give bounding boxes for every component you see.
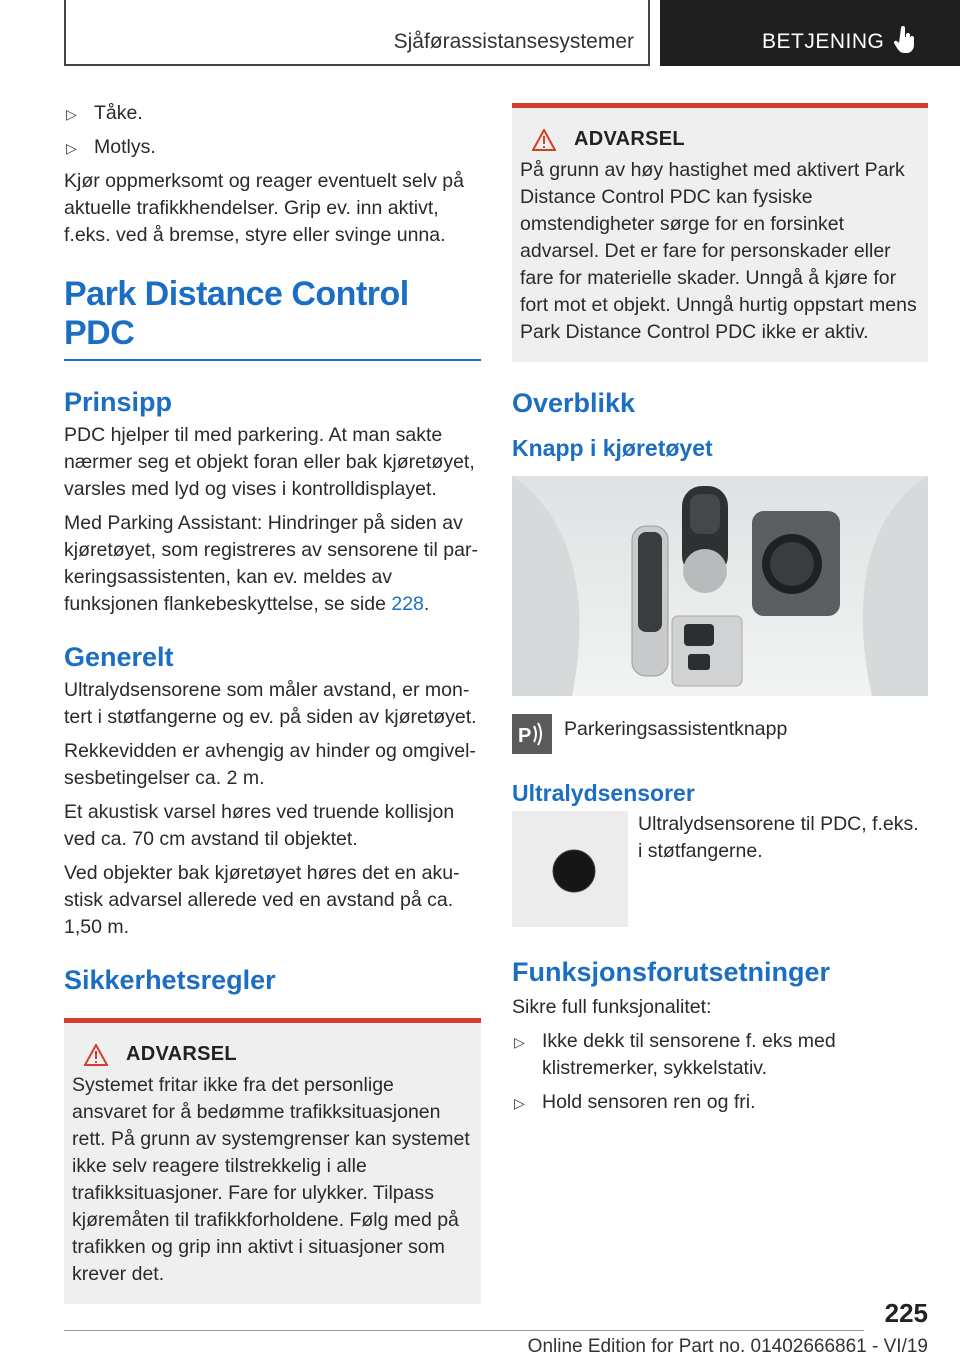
- warning-title: ADVARSEL: [126, 1043, 237, 1065]
- hand-pointer-icon: [894, 26, 916, 54]
- button-legend: [512, 714, 928, 754]
- page-reference-link[interactable]: 228: [391, 593, 424, 615]
- parking-assistant-icon: [512, 714, 552, 754]
- left-column: [64, 100, 481, 1304]
- svg-text:P: P: [518, 725, 532, 747]
- list-item: ▷ Motlys.: [64, 134, 481, 161]
- warning-triangle-icon: [84, 1044, 108, 1066]
- footer-edition: Online Edition for Part no. 01402666861 - VI/19: [527, 1336, 928, 1357]
- section-header: [64, 0, 650, 66]
- warning-text: Systemet fritar ikke fra det personlige ansvaret for å bedømme trafikksituasjonen rett. På grunn av systemgrenser kan systemet ikke selv reagere tilstrekkelig i alle trafikksituasjoner. Fare for ulykker. Tilpass kjøremåten til trafikkforholdene. Følg med på trafikken og grip inn aktivt i situasjoner som krever det.: [72, 1074, 470, 1285]
- funksjon-intro: Sikre full funksjonalitet:: [512, 996, 712, 1018]
- triangle-bullet-icon: ▷: [514, 1095, 525, 1111]
- center-console-illustration: [512, 476, 928, 696]
- sensor-legend: [512, 811, 928, 927]
- center-console-image: [512, 476, 928, 696]
- page-number: 225: [884, 1298, 928, 1328]
- ultrasonic-sensor-image: [512, 811, 628, 927]
- chapter-header: [660, 0, 960, 66]
- intro-paragraph: Kjør oppmerksomt og reager eventuelt selv på aktuelle trafikkhendelser. Grip ev. inn aktivt, f.eks. ved å bremse, styre eller svinge unna.: [64, 170, 464, 246]
- generelt-paragraph-3: Et akustisk varsel høres ved truende kollisjon ved ca. 70 cm avstand til objektet.: [64, 801, 455, 850]
- chapter-title: BETJENING: [762, 30, 885, 53]
- warning-title: ADVARSEL: [574, 128, 685, 150]
- generelt-paragraph-4: Ved objekter bak kjøretøyet høres det en akustisk advarsel allerede ved en avstand på ca. 1,50 m.: [64, 862, 460, 938]
- button-caption: Parkeringsassistentknapp: [564, 718, 788, 740]
- footer-divider: [64, 1330, 864, 1331]
- warning-box: [512, 103, 928, 362]
- warning-text: På grunn av høy hastighet med aktivert Park Distance Control PDC kan fysiske omstendigheter sørge for en forsinket advarsel. Det er fare for personskader eller fare for materielle skader. Unngå å kjøre for fort mot et objekt. Unngå hurtig oppstart mens Park Distance Control PDC ikke er aktiv.: [520, 159, 917, 343]
- warning-title-row: [520, 128, 918, 151]
- warning-box: [64, 1018, 481, 1304]
- main-heading: Park Distance Control PDC: [64, 275, 481, 361]
- triangle-bullet-icon: ▷: [514, 1034, 525, 1050]
- prinsipp-heading: Prinsipp: [64, 387, 173, 417]
- prinsipp-paragraph-2: Med Parking Assistant: Hindringer på siden av kjøretøyet, som registreres av sensorene til parkeringsassistenten, kan ev. meldes av funksjonen flankebeskyttelse, se side 228.: [64, 512, 478, 615]
- section-title: Sjåførassistansesystemer: [393, 30, 634, 53]
- generelt-paragraph-1: Ultralydsensorene som måler avstand, er montert i støtfangerne og ev. på siden av kjøretøyet.: [64, 679, 477, 728]
- warning-title-row: [72, 1043, 471, 1066]
- prinsipp-paragraph-1: PDC hjelper til med parkering. At man sakte nærmer seg et objekt foran eller bak kjøretøyet, varsles med lyd og vises i kontrolldisplayet.: [64, 424, 475, 500]
- right-column: [512, 103, 928, 1123]
- list-item: ▷ Ikke dekk til sensorene f. eks med klistremerker, sykkelstativ.: [514, 1030, 836, 1079]
- generelt-heading: Generelt: [64, 642, 174, 672]
- funksjon-bullet-list: [512, 1028, 928, 1116]
- warning-triangle-icon: [532, 129, 556, 151]
- funksjon-heading: Funksjonsforutsetninger: [512, 957, 831, 987]
- ultralyd-text: Ultralydsensorene til PDC, f.eks. i støtfangerne.: [638, 813, 919, 862]
- triangle-bullet-icon: ▷: [66, 106, 77, 122]
- list-item: ▷ Hold sensoren ren og fri.: [512, 1089, 928, 1116]
- list-item: ▷ Tåke.: [64, 100, 481, 127]
- knapp-heading: Knapp i kjøretøyet: [512, 435, 713, 461]
- ultralyd-heading: Ultralydsensorer: [512, 780, 695, 806]
- top-bullet-list: [64, 100, 481, 161]
- sikkerhet-heading: Sikkerhetsregler: [64, 965, 276, 995]
- triangle-bullet-icon: ▷: [66, 140, 77, 156]
- overblikk-heading: Overblikk: [512, 388, 636, 418]
- generelt-paragraph-2: Rekkevidden er avhengig av hinder og omgivelsesbetingelser ca. 2 m.: [64, 740, 476, 789]
